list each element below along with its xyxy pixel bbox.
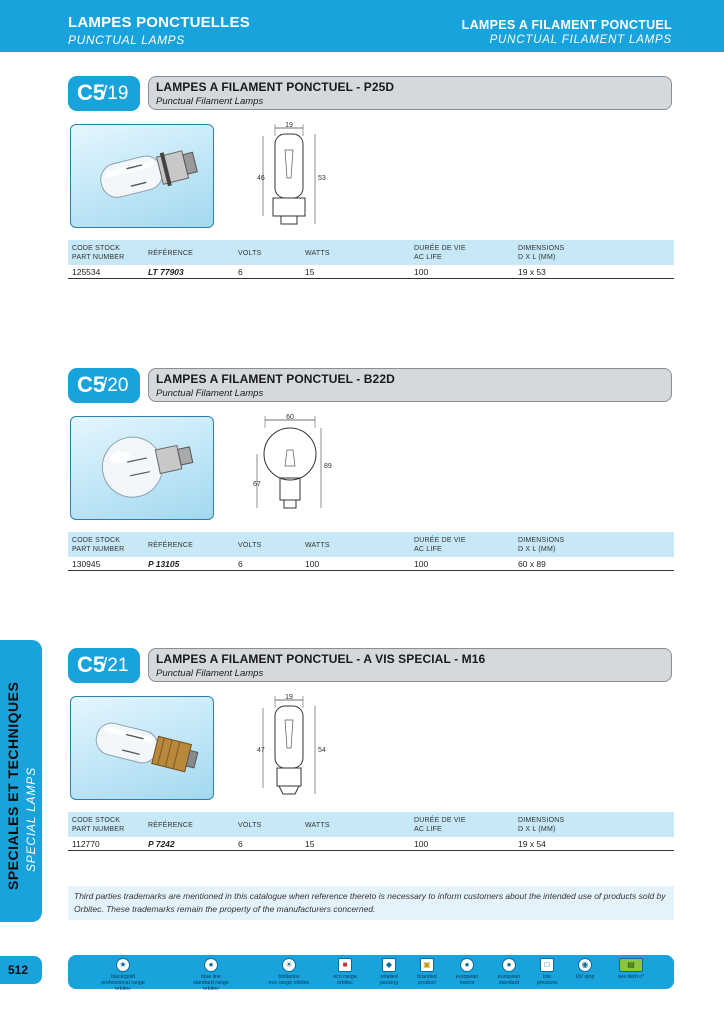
- header-dimensions: DIMENSIONS: [518, 537, 565, 544]
- footer-legend: [68, 955, 674, 992]
- cell-reference: LT 77903: [148, 267, 184, 277]
- header-life: DURÉE DE VIE: [414, 245, 466, 252]
- header-part-number: PART NUMBER: [72, 546, 125, 553]
- section-title: LAMPES A FILAMENT PONCTUEL - P25D: [156, 80, 395, 94]
- technical-drawing: [253, 414, 343, 524]
- legend-sublabel: standard: [498, 980, 520, 986]
- section-title: LAMPES A FILAMENT PONCTUEL - B22D: [156, 372, 395, 386]
- header-life: DURÉE DE VIE: [414, 537, 466, 544]
- cell-dimensions: 19 x 54: [518, 839, 546, 849]
- legend-label: UV stop: [575, 974, 595, 980]
- cell-code: 125534: [72, 267, 101, 277]
- dimension-right: 54: [318, 747, 326, 754]
- section-subtitle: Punctual Filament Lamps: [156, 668, 264, 679]
- legend-item-see-item: [606, 958, 656, 980]
- lamp-p25d-image: [71, 125, 214, 228]
- cell-life: 100: [414, 839, 429, 849]
- eco-icon: ■: [338, 958, 352, 972]
- section-subtitle: Punctual Filament Lamps: [156, 388, 264, 399]
- cell-watts: 15: [305, 839, 315, 849]
- header-life: DURÉE DE VIE: [414, 817, 466, 824]
- legend-label: see item n°: [617, 974, 645, 980]
- cell-watts: 100: [305, 559, 320, 569]
- cell-volts: 6: [238, 839, 243, 849]
- legend-sublabel: professional range orbitec: [101, 980, 145, 992]
- spec-table-header: [68, 532, 674, 557]
- eu-norms-icon: ●: [460, 958, 474, 972]
- section-title-box: [148, 648, 672, 682]
- section-title: LAMPES A FILAMENT PONCTUEL - A VIS SPECIAL - M16: [156, 652, 486, 666]
- header-watts: WATTS: [305, 822, 330, 829]
- header-right-subtitle: PUNCTUAL FILAMENT LAMPS: [489, 34, 672, 46]
- dimension-width: 19: [285, 122, 293, 129]
- cell-life: 100: [414, 559, 429, 569]
- header-ac-life: AC LIFE: [414, 254, 442, 261]
- header-watts: WATTS: [305, 542, 330, 549]
- cell-volts: 6: [238, 559, 243, 569]
- trademark-disclaimer: Third parties trademarks are mentioned in this catalogue when reference thereto is necessary to inform customers about the intended use of products sold by Orbitec. These trademarks remain the property of the manufacturers concerned.: [68, 886, 674, 920]
- blue-dot-icon: ●: [204, 958, 218, 972]
- technical-drawing: [253, 694, 343, 804]
- header-dimensions: DIMENSIONS: [518, 245, 565, 252]
- eu-standard-icon: ●: [502, 958, 516, 972]
- class-letter: C5: [77, 372, 106, 397]
- class-code-tag: [68, 368, 140, 403]
- legend-label: retailed: [380, 974, 398, 980]
- legend-sublabel: norms: [459, 980, 475, 986]
- header-code: CODE STOCK: [72, 817, 121, 824]
- table-row: [68, 265, 674, 279]
- star-icon: ★: [116, 958, 130, 972]
- header-volts: VOLTS: [238, 250, 262, 257]
- header-part-number: PART NUMBER: [72, 826, 125, 833]
- legend-label: blue line: [201, 974, 221, 980]
- section-subtitle: Punctual Filament Lamps: [156, 96, 264, 107]
- header-dimensions-unit: D X L (MM): [518, 826, 556, 833]
- legend-item-eco-range: [320, 958, 370, 986]
- legend-label: brilliance: [278, 974, 300, 980]
- legend-sublabel: pressure: [536, 980, 558, 986]
- table-row: [68, 557, 674, 571]
- uv-stop-icon: ◉: [578, 958, 592, 972]
- class-code-tag: [68, 76, 140, 111]
- legend-item-uv-stop: [560, 958, 610, 980]
- legend-label: european: [497, 974, 521, 980]
- legend-sublabel: standard range orbitec: [193, 980, 229, 992]
- legend-label: eco range: [333, 974, 357, 980]
- cell-code: 112770: [72, 839, 100, 849]
- section-title-box: [148, 76, 672, 110]
- header-code: CODE STOCK: [72, 245, 121, 252]
- legend-sublabel: orbitec: [337, 980, 353, 986]
- header-part-number: PART NUMBER: [72, 254, 125, 261]
- legend-label: branded: [417, 974, 437, 980]
- sun-icon: ☀: [282, 958, 296, 972]
- header-ac-life: AC LIFE: [414, 546, 442, 553]
- spec-table-header: [68, 240, 674, 265]
- dimension-left: 47: [257, 747, 265, 754]
- legend-item-black-gold: [98, 958, 148, 992]
- header-left-subtitle: PUNCTUAL LAMPS: [68, 33, 185, 47]
- cell-dimensions: 19 x 53: [518, 267, 546, 277]
- header-reference: RÉFÉRENCE: [148, 542, 193, 549]
- lamp-photo: [70, 696, 214, 800]
- header-left-title: LAMPES PONCTUELLES: [68, 14, 250, 31]
- page-header: [0, 0, 724, 52]
- header-reference: RÉFÉRENCE: [148, 822, 193, 829]
- header-watts: WATTS: [305, 250, 330, 257]
- header-volts: VOLTS: [238, 542, 262, 549]
- category-side-tab: [0, 640, 42, 922]
- dimension-left: 46: [257, 175, 265, 182]
- header-dimensions-unit: D X L (MM): [518, 546, 556, 553]
- lamp-photo: [70, 416, 214, 520]
- cell-life: 100: [414, 267, 429, 277]
- lamp-m16-image: [71, 697, 214, 800]
- legend-label: low: [543, 974, 551, 980]
- item-ref-icon: ▤: [619, 958, 643, 972]
- lamp-b22d-image: [71, 417, 214, 520]
- cell-watts: 15: [305, 267, 315, 277]
- header-dimensions: DIMENSIONS: [518, 817, 565, 824]
- dimension-right: 53: [318, 175, 326, 182]
- dimension-width: 60: [286, 414, 294, 421]
- low-pressure-icon: □: [540, 958, 554, 972]
- class-letter: C5: [77, 652, 106, 677]
- header-ac-life: AC LIFE: [414, 826, 442, 833]
- legend-item-brilliance: [264, 958, 314, 986]
- package-icon: ◆: [382, 958, 396, 972]
- section-title-box: [148, 368, 672, 402]
- cell-dimensions: 60 x 89: [518, 559, 546, 569]
- spec-table-header: [68, 812, 674, 837]
- class-number: /19: [102, 83, 129, 104]
- legend-sublabel: product: [418, 980, 436, 986]
- legend-label: european: [455, 974, 479, 980]
- header-dimensions-unit: D X L (MM): [518, 254, 556, 261]
- dimension-width: 19: [285, 694, 293, 701]
- class-number: /21: [102, 655, 129, 676]
- technical-drawing: [253, 122, 343, 232]
- cell-reference: P 7242: [148, 839, 175, 849]
- legend-sublabel: packing: [379, 980, 399, 986]
- class-code-tag: [68, 648, 140, 683]
- legend-label: black/gold: [111, 974, 135, 980]
- header-volts: VOLTS: [238, 822, 262, 829]
- header-right-title: LAMPES A FILAMENT PONCTUEL: [461, 18, 672, 32]
- class-number: /20: [102, 375, 129, 396]
- lamp-photo: [70, 124, 214, 228]
- cell-code: 130945: [72, 559, 101, 569]
- side-tab-subtitle: SPECIAL LAMPS: [24, 767, 38, 872]
- table-row: [68, 837, 674, 851]
- header-code: CODE STOCK: [72, 537, 121, 544]
- class-letter: C5: [77, 80, 106, 105]
- side-tab-title: SPECIALES ET TECHNIQUES: [5, 681, 21, 890]
- cell-volts: 6: [238, 267, 243, 277]
- cell-reference: P 13105: [148, 559, 180, 569]
- dimension-right: 89: [324, 463, 332, 470]
- legend-sublabel: eco range orbitec: [268, 980, 310, 986]
- legend-item-blue-line: [186, 958, 236, 992]
- page-number: 512: [0, 956, 42, 984]
- header-reference: RÉFÉRENCE: [148, 250, 193, 257]
- dimension-left: 67: [253, 481, 261, 488]
- brand-icon: ▣: [420, 958, 434, 972]
